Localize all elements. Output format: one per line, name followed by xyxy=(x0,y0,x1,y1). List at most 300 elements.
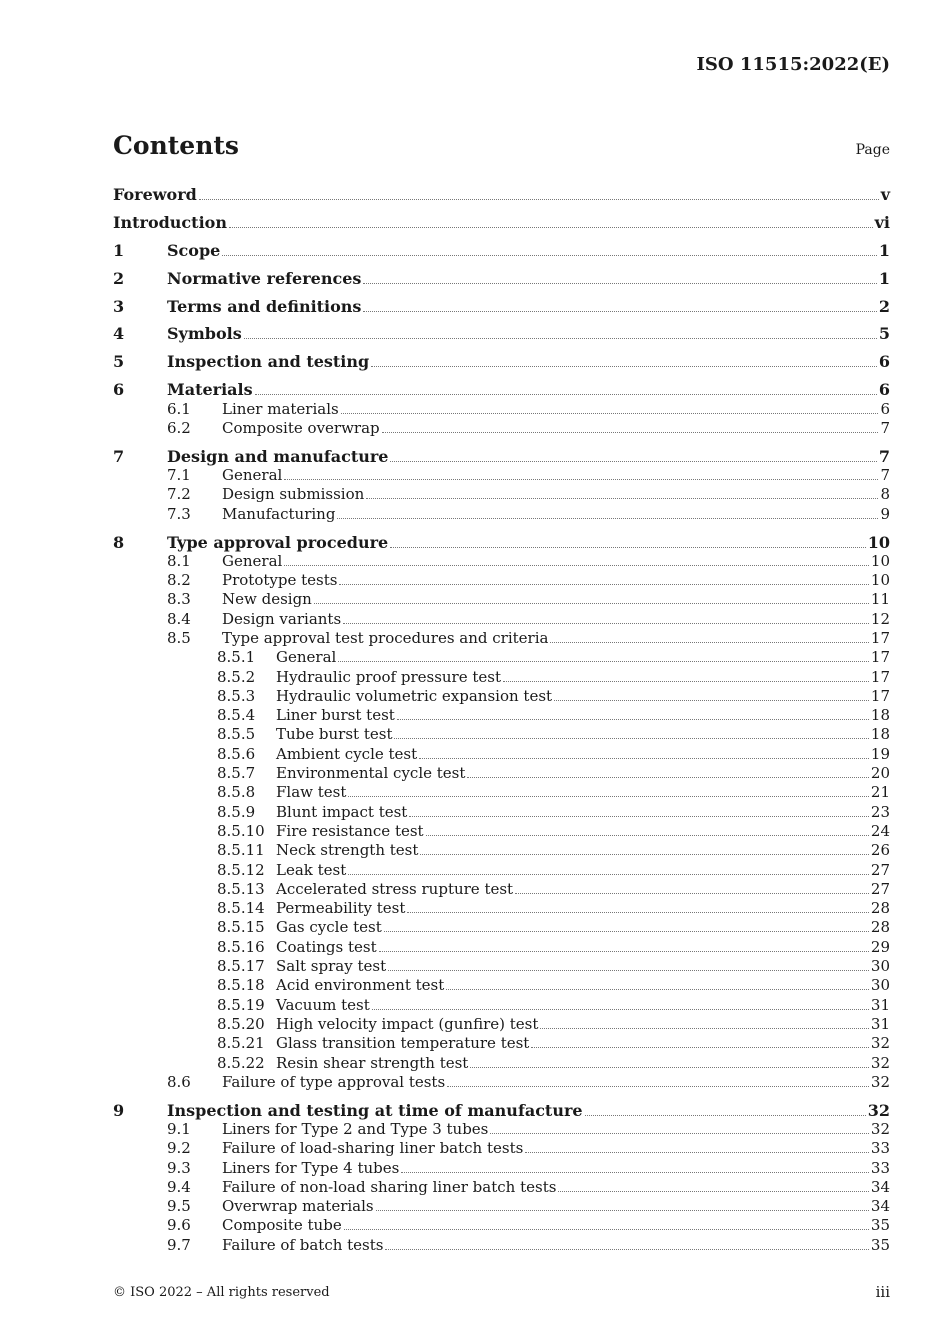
toc-entry-line xyxy=(222,552,890,571)
dot-leader xyxy=(390,461,876,462)
toc-entry[interactable] xyxy=(113,269,890,288)
toc-entry-page: 2 xyxy=(878,296,890,316)
toc-entry-line xyxy=(167,297,890,316)
toc-entry-number: 6.2 xyxy=(167,418,191,437)
toc-entry-title[interactable]: General xyxy=(276,648,337,667)
toc-entry-line xyxy=(222,629,890,648)
toc-entry-page: 35 xyxy=(870,1235,890,1254)
toc-entry-line xyxy=(222,1178,890,1197)
toc-entry-line xyxy=(222,1236,890,1255)
toc-entry-title[interactable]: Design variants xyxy=(222,609,342,628)
dot-leader xyxy=(420,854,869,855)
toc-entry-title[interactable]: Design and manufacture xyxy=(167,446,389,466)
toc-entry-line xyxy=(276,706,890,725)
toc-entry-line xyxy=(276,976,890,995)
toc-entry-number: 8.5.3 xyxy=(217,686,256,705)
toc-entry-page: 6 xyxy=(878,380,890,400)
toc-entry-number: 8.5.14 xyxy=(217,899,265,918)
toc-entry-page: 33 xyxy=(870,1139,890,1158)
toc-entry-number: 8.5.6 xyxy=(217,744,256,763)
toc-entry[interactable] xyxy=(113,957,890,976)
toc-entry-title[interactable]: Design submission xyxy=(222,485,365,504)
toc-entry-number: 6 xyxy=(113,380,125,400)
dot-leader xyxy=(401,1172,869,1173)
toc-entry-title[interactable]: Hydraulic proof pressure test xyxy=(276,667,501,686)
toc-entry[interactable] xyxy=(113,880,890,899)
toc-entry-number: 8.3 xyxy=(167,590,191,609)
toc-entry[interactable] xyxy=(113,899,890,918)
toc-entry-line xyxy=(276,687,890,706)
dot-leader xyxy=(314,603,869,604)
toc-entry-page: 11 xyxy=(870,590,890,609)
toc-entry-page: 31 xyxy=(870,995,890,1014)
toc-entry-number: 8.5.16 xyxy=(217,937,265,956)
toc-entry-line xyxy=(167,447,890,466)
toc-entry-line xyxy=(222,485,890,504)
dot-leader xyxy=(222,255,877,256)
toc-entry-page: 24 xyxy=(870,821,890,840)
toc-entry-title[interactable]: Glass transition temperature test xyxy=(276,1034,530,1053)
toc-entry-page: 32 xyxy=(870,1120,890,1138)
toc-entry-line xyxy=(276,783,890,802)
toc-entry-line xyxy=(276,938,890,957)
toc-entry-number: 8.5.7 xyxy=(217,764,256,783)
dot-leader xyxy=(371,366,877,367)
toc-entry-title[interactable]: Foreword xyxy=(113,185,197,204)
dot-leader xyxy=(409,816,869,817)
toc-entry-title[interactable]: Gas cycle test xyxy=(276,918,382,937)
dot-leader xyxy=(467,777,869,778)
dot-leader xyxy=(339,584,868,585)
toc-entry-number: 8.5.12 xyxy=(217,860,265,879)
toc-entry-title[interactable]: Inspection and testing at time of manufacture xyxy=(167,1100,583,1120)
dot-leader xyxy=(372,1009,869,1010)
toc-entry-title[interactable]: New design xyxy=(222,590,312,609)
dot-leader xyxy=(384,931,869,932)
toc-entry-title[interactable]: Acid environment test xyxy=(276,976,445,995)
toc-entry[interactable] xyxy=(113,803,890,822)
toc-entry-title[interactable]: Composite tube xyxy=(222,1216,342,1235)
toc-entry-line xyxy=(222,610,890,629)
dot-leader xyxy=(385,1249,868,1250)
toc-entry-line xyxy=(276,668,890,687)
toc-entry-number: 8.6 xyxy=(167,1072,191,1091)
toc-entry-page: 18 xyxy=(870,725,890,744)
toc-entry-line xyxy=(222,419,890,438)
toc-entry-line xyxy=(222,1159,890,1178)
toc-entry-page: 27 xyxy=(870,879,890,898)
dot-leader xyxy=(379,951,869,952)
toc-entry-number: 7.2 xyxy=(167,485,191,504)
toc-entry-line xyxy=(276,880,890,899)
toc-entry-page: 17 xyxy=(870,686,890,705)
toc-entry-title[interactable]: Liner materials xyxy=(222,399,339,418)
toc-entry-number: 8.5.15 xyxy=(217,918,265,937)
toc-entry-page: 21 xyxy=(870,783,890,802)
toc-entry-page: 20 xyxy=(870,764,890,783)
toc-entry-title[interactable]: Neck strength test xyxy=(276,841,419,860)
toc-entry-title[interactable]: Introduction xyxy=(113,212,227,232)
toc-entry-line xyxy=(113,213,890,232)
toc-entry-page: 28 xyxy=(870,899,890,918)
toc-entry-page: 27 xyxy=(870,860,890,879)
toc-entry[interactable] xyxy=(113,1197,890,1216)
toc-entry-line xyxy=(276,822,890,841)
toc-entry-number: 6.1 xyxy=(167,399,191,418)
toc-entry-page: 7 xyxy=(880,466,890,485)
dot-leader xyxy=(284,565,869,566)
table-of-contents xyxy=(113,185,890,1255)
toc-entry-page: 9 xyxy=(880,504,890,523)
toc-entry-line xyxy=(222,1216,890,1235)
toc-entry[interactable] xyxy=(113,185,890,204)
toc-entry-number: 9.2 xyxy=(167,1139,191,1158)
dot-leader xyxy=(554,700,869,701)
dot-leader xyxy=(344,1229,869,1230)
toc-entry[interactable] xyxy=(113,725,890,744)
toc-entry[interactable] xyxy=(113,241,890,260)
toc-entry-number: 8.5 xyxy=(167,628,191,647)
toc-entry-number: 8.5.19 xyxy=(217,995,265,1014)
toc-entry[interactable] xyxy=(113,1101,890,1120)
toc-entry[interactable] xyxy=(113,552,890,571)
toc-entry[interactable] xyxy=(113,764,890,783)
toc-entry-number: 8.5.9 xyxy=(217,802,256,821)
contents-title: Contents xyxy=(113,131,240,160)
toc-entry-title[interactable]: Failure of load-sharing liner batch tests xyxy=(222,1139,524,1158)
toc-entry-page: 1 xyxy=(878,240,890,260)
toc-entry-number: 8.5.21 xyxy=(217,1034,265,1053)
toc-entry-line xyxy=(222,400,890,419)
toc-entry[interactable] xyxy=(113,380,890,399)
toc-entry-title[interactable]: Liners for Type 2 and Type 3 tubes xyxy=(222,1120,489,1138)
toc-entry-title[interactable]: Leak test xyxy=(276,860,347,879)
toc-entry[interactable] xyxy=(113,668,890,687)
toc-entry[interactable] xyxy=(113,505,890,524)
dot-leader xyxy=(337,518,878,519)
toc-entry-line xyxy=(222,1139,890,1158)
toc-entry-page: 12 xyxy=(870,609,890,628)
dot-leader xyxy=(390,547,866,548)
toc-entry[interactable] xyxy=(113,571,890,590)
toc-entry-line xyxy=(222,1197,890,1216)
toc-entry[interactable] xyxy=(113,706,890,725)
toc-entry-page: 18 xyxy=(870,706,890,725)
toc-entry-title[interactable]: Tube burst test xyxy=(276,725,393,744)
page-column-label: Page xyxy=(855,142,890,158)
toc-entry-page: 33 xyxy=(870,1158,890,1177)
toc-entry-page: 30 xyxy=(870,957,890,976)
toc-entry-page: 34 xyxy=(870,1177,890,1196)
toc-entry-page: 29 xyxy=(870,937,890,956)
dot-leader xyxy=(515,893,869,894)
toc-entry-title[interactable]: Materials xyxy=(167,380,253,400)
toc-entry-page: 32 xyxy=(867,1100,890,1120)
toc-entry-title[interactable]: Blunt impact test xyxy=(276,802,408,821)
toc-entry-line xyxy=(222,590,890,609)
toc-entry-number: 7 xyxy=(113,446,125,466)
dot-leader xyxy=(394,738,868,739)
toc-entry[interactable] xyxy=(113,861,890,880)
toc-entry-page: 6 xyxy=(878,352,890,372)
toc-entry-page: 23 xyxy=(870,802,890,821)
dot-leader xyxy=(540,1028,869,1029)
dot-leader xyxy=(376,1210,869,1211)
toc-entry-title[interactable]: Accelerated stress rupture test xyxy=(276,879,514,898)
toc-entry-number: 9.6 xyxy=(167,1216,191,1235)
toc-entry-title[interactable]: Failure of non-load sharing liner batch tests xyxy=(222,1177,557,1196)
toc-entry-number: 4 xyxy=(113,324,125,344)
toc-entry-title[interactable]: Salt spray test xyxy=(276,957,387,976)
toc-entry-page: 7 xyxy=(878,446,890,466)
toc-entry[interactable] xyxy=(113,1054,890,1073)
toc-entry-number: 8.5.22 xyxy=(217,1053,265,1072)
toc-entry-line xyxy=(222,571,890,590)
toc-entry-page: 35 xyxy=(870,1216,890,1235)
toc-entry[interactable] xyxy=(113,1139,890,1158)
dot-leader xyxy=(407,912,869,913)
toc-entry[interactable] xyxy=(113,783,890,802)
toc-entry[interactable] xyxy=(113,324,890,343)
dot-leader xyxy=(348,796,869,797)
dot-leader xyxy=(229,227,873,228)
toc-entry-title[interactable]: Vacuum test xyxy=(276,995,370,1014)
toc-entry-number: 1 xyxy=(113,240,125,260)
toc-entry-page: 32 xyxy=(870,1053,890,1072)
toc-entry-line xyxy=(113,185,890,204)
toc-entry-line xyxy=(276,1054,890,1073)
toc-entry-number: 8.2 xyxy=(167,571,191,590)
toc-entry-line xyxy=(276,841,890,860)
toc-entry[interactable] xyxy=(113,1216,890,1235)
toc-entry-line xyxy=(276,861,890,880)
toc-entry[interactable] xyxy=(113,648,890,667)
toc-entry-number: 8.5.4 xyxy=(217,706,256,725)
toc-entry-page: 8 xyxy=(880,485,890,504)
toc-entry-line xyxy=(222,505,890,524)
toc-entry[interactable] xyxy=(113,590,890,609)
toc-entry-line xyxy=(276,648,890,667)
toc-entry-title[interactable]: Environmental cycle test xyxy=(276,764,466,783)
toc-entry-number: 8.5.18 xyxy=(217,976,265,995)
dot-leader xyxy=(284,479,878,480)
toc-entry-title[interactable]: Scope xyxy=(167,240,221,260)
toc-entry-number: 8.5.13 xyxy=(217,879,265,898)
toc-entry-page: 28 xyxy=(870,918,890,937)
toc-entry-number: 5 xyxy=(113,352,125,372)
toc-entry-page: 17 xyxy=(870,648,890,667)
dot-leader xyxy=(585,1115,866,1116)
toc-entry-title[interactable]: General xyxy=(222,551,283,570)
dot-leader xyxy=(366,498,878,499)
toc-entry-line xyxy=(167,241,890,260)
toc-entry-number: 9 xyxy=(113,1100,125,1120)
toc-entry-line xyxy=(276,899,890,918)
toc-entry-number: 7.1 xyxy=(167,466,191,485)
toc-entry-title[interactable]: Symbols xyxy=(167,324,242,344)
toc-entry[interactable] xyxy=(113,976,890,995)
toc-entry-title[interactable]: Hydraulic volumetric expansion test xyxy=(276,686,553,705)
toc-entry-title[interactable]: General xyxy=(222,466,283,485)
toc-entry-title[interactable]: Prototype tests xyxy=(222,571,338,590)
toc-entry-title[interactable]: Overwrap materials xyxy=(222,1197,374,1216)
toc-entry-title[interactable]: Resin shear strength test xyxy=(276,1053,469,1072)
toc-entry-title[interactable]: Inspection and testing xyxy=(167,352,370,372)
dot-leader xyxy=(446,989,869,990)
dot-leader xyxy=(363,311,876,312)
toc-entry[interactable] xyxy=(113,918,890,937)
toc-entry-title[interactable]: Normative references xyxy=(167,268,362,288)
toc-entry-title[interactable]: Coatings test xyxy=(276,937,377,956)
toc-entry-number: 8.5.20 xyxy=(217,1014,265,1033)
toc-entry-page: 17 xyxy=(870,628,890,647)
toc-entry-title[interactable]: Flaw test xyxy=(276,783,347,802)
toc-entry-number: 8.1 xyxy=(167,551,191,570)
toc-entry-line xyxy=(167,533,890,552)
toc-entry-line xyxy=(276,745,890,764)
dot-leader xyxy=(503,681,869,682)
toc-entry[interactable] xyxy=(113,745,890,764)
dot-leader xyxy=(255,394,877,395)
toc-entry-line xyxy=(167,380,890,399)
toc-entry[interactable] xyxy=(113,466,890,485)
toc-entry-line xyxy=(167,324,890,343)
toc-entry-number: 3 xyxy=(113,296,125,316)
toc-entry-number: 8.4 xyxy=(167,609,191,628)
toc-entry[interactable] xyxy=(113,687,890,706)
dot-leader xyxy=(550,642,868,643)
toc-entry[interactable] xyxy=(113,938,890,957)
toc-entry[interactable] xyxy=(113,822,890,841)
toc-entry-number: 9.1 xyxy=(167,1120,191,1138)
toc-entry-title[interactable]: Liners for Type 4 tubes xyxy=(222,1158,400,1177)
toc-entry-number: 9.5 xyxy=(167,1197,191,1216)
toc-entry-number: 9.4 xyxy=(167,1177,191,1196)
copyright-notice: © ISO 2022 – All rights reserved xyxy=(113,1285,330,1300)
toc-entry-number: 8.5.10 xyxy=(217,821,265,840)
toc-entry-title[interactable]: Ambient cycle test xyxy=(276,744,418,763)
toc-entry-number: 9.7 xyxy=(167,1235,191,1254)
toc-entry-number: 8.5.17 xyxy=(217,957,265,976)
toc-entry-page: 26 xyxy=(870,841,890,860)
dot-leader xyxy=(419,758,869,759)
toc-entry-number: 8.5.5 xyxy=(217,725,256,744)
toc-entry-title[interactable]: Liner burst test xyxy=(276,706,395,725)
toc-entry-page: 6 xyxy=(880,399,890,418)
dot-leader xyxy=(426,835,869,836)
toc-entry-title[interactable]: Fire resistance test xyxy=(276,821,424,840)
toc-entry[interactable] xyxy=(113,533,890,552)
dot-leader xyxy=(343,623,869,624)
toc-entry-line xyxy=(276,1015,890,1034)
toc-entry-title[interactable]: Permeability test xyxy=(276,899,406,918)
toc-entry-page: 7 xyxy=(880,418,890,437)
toc-entry[interactable] xyxy=(113,1159,890,1178)
toc-entry-number: 8.5.11 xyxy=(217,841,265,860)
document-code: ISO 11515:2022(E) xyxy=(696,54,890,75)
toc-entry-line xyxy=(222,1120,890,1139)
toc-entry[interactable] xyxy=(113,485,890,504)
dot-leader xyxy=(558,1191,868,1192)
page-number: iii xyxy=(875,1283,890,1301)
toc-entry[interactable] xyxy=(113,841,890,860)
toc-entry-number: 7.3 xyxy=(167,504,191,523)
toc-entry[interactable] xyxy=(113,1236,890,1255)
dot-leader xyxy=(531,1047,869,1048)
toc-entry[interactable] xyxy=(113,419,890,438)
toc-entry[interactable] xyxy=(113,996,890,1015)
dot-leader xyxy=(363,283,876,284)
toc-entry-page: 10 xyxy=(870,551,890,570)
toc-entry[interactable] xyxy=(113,297,890,316)
toc-entry-page: 10 xyxy=(870,571,890,590)
toc-entry-line xyxy=(276,957,890,976)
toc-entry-number: 8.5.8 xyxy=(217,783,256,802)
dot-leader xyxy=(470,1067,869,1068)
toc-entry-title[interactable]: Type approval test procedures and criteria xyxy=(222,628,549,647)
toc-entry-title[interactable]: Failure of batch tests xyxy=(222,1235,384,1254)
toc-entry-title[interactable]: Failure of type approval tests xyxy=(222,1072,446,1091)
toc-entry-number: 9.3 xyxy=(167,1158,191,1177)
toc-entry-page: 10 xyxy=(867,532,890,552)
dot-leader xyxy=(388,970,869,971)
toc-entry[interactable] xyxy=(113,1178,890,1197)
toc-entry-page: 5 xyxy=(878,324,890,344)
toc-entry[interactable] xyxy=(113,400,890,419)
toc-entry-line xyxy=(276,764,890,783)
toc-entry-page: 32 xyxy=(870,1034,890,1053)
toc-entry-number: 2 xyxy=(113,268,125,288)
toc-entry-line xyxy=(222,1073,890,1092)
toc-entry[interactable] xyxy=(113,213,890,232)
toc-entry-page: 1 xyxy=(878,268,890,288)
toc-entry-line xyxy=(167,269,890,288)
toc-entry-page: 31 xyxy=(870,1014,890,1033)
toc-entry[interactable] xyxy=(113,1120,890,1139)
toc-entry-line xyxy=(276,996,890,1015)
toc-entry-page: vi xyxy=(874,212,890,232)
toc-entry-title[interactable]: Terms and definitions xyxy=(167,296,362,316)
dot-leader xyxy=(397,719,869,720)
toc-entry-number: 8.5.1 xyxy=(217,648,256,667)
toc-entry[interactable] xyxy=(113,1034,890,1053)
toc-entry-page: 32 xyxy=(870,1072,890,1091)
toc-entry[interactable] xyxy=(113,1015,890,1034)
toc-entry-line xyxy=(276,725,890,744)
dot-leader xyxy=(341,413,879,414)
toc-entry-number: 8.5.2 xyxy=(217,667,256,686)
toc-entry[interactable] xyxy=(113,1073,890,1092)
toc-entry-title[interactable]: Type approval procedure xyxy=(167,532,389,552)
toc-entry[interactable] xyxy=(113,629,890,648)
toc-entry-title[interactable]: High velocity impact (gunfire) test xyxy=(276,1014,539,1033)
dot-leader xyxy=(244,338,877,339)
toc-entry[interactable] xyxy=(113,447,890,466)
toc-entry-line xyxy=(276,1034,890,1053)
toc-entry[interactable] xyxy=(113,352,890,371)
dot-leader xyxy=(338,661,869,662)
toc-entry-title[interactable]: Manufacturing xyxy=(222,504,336,523)
dot-leader xyxy=(382,432,879,433)
toc-entry-title[interactable]: Composite overwrap xyxy=(222,418,380,437)
toc-entry-page: 19 xyxy=(870,744,890,763)
toc-entry[interactable] xyxy=(113,610,890,629)
toc-entry-line xyxy=(276,918,890,937)
dot-leader xyxy=(447,1086,869,1087)
toc-entry-page: 17 xyxy=(870,667,890,686)
toc-entry-line xyxy=(276,803,890,822)
dot-leader xyxy=(348,874,869,875)
